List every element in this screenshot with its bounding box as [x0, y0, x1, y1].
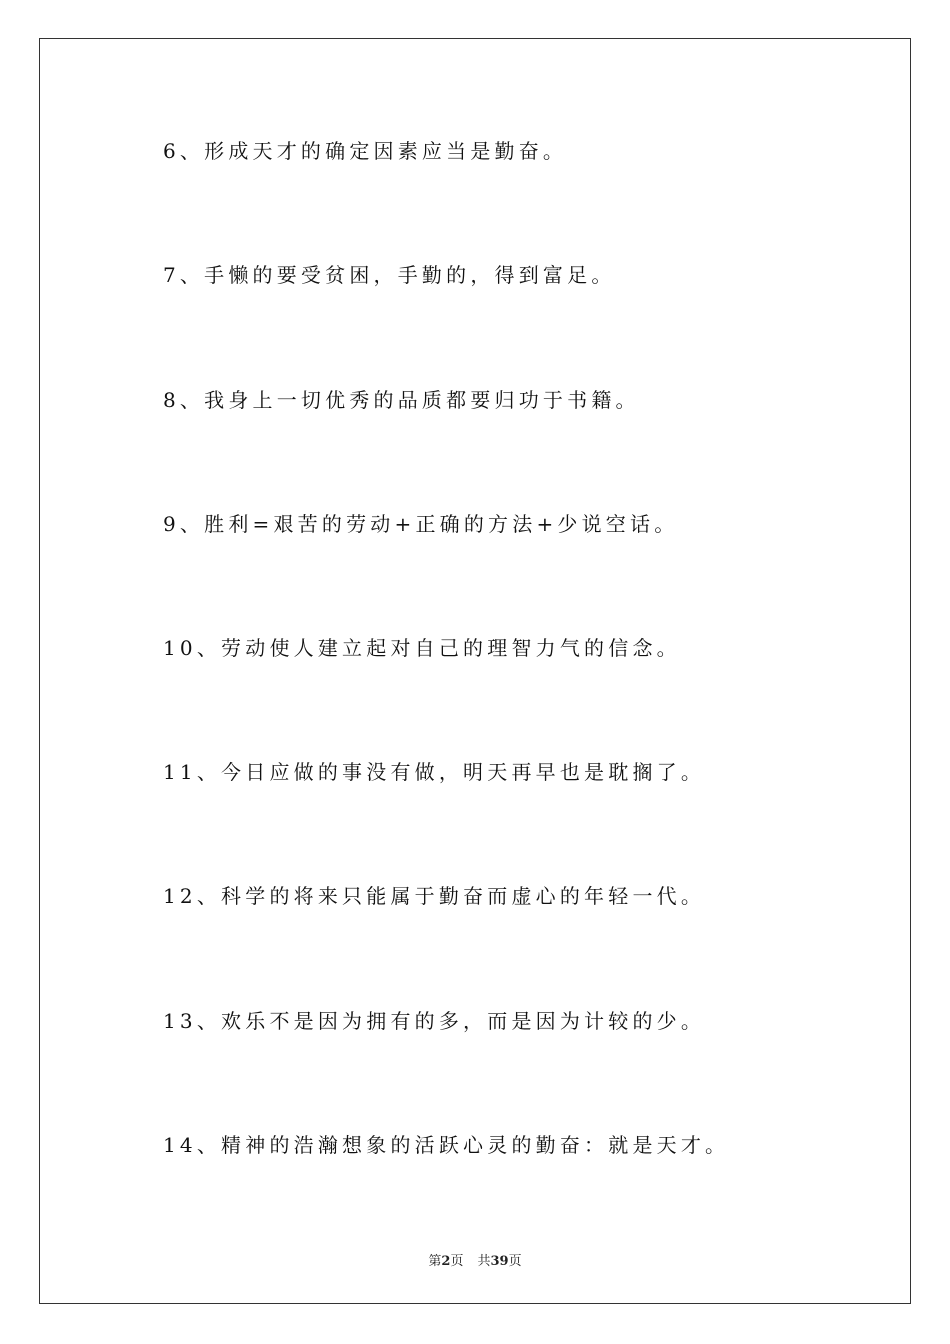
- page-footer: [0, 1250, 950, 1269]
- page-number: 2: [441, 1254, 451, 1269]
- quote-line-14: 14、精神的浩瀚想象的活跃心灵的勤奋：就是天才。: [163, 1133, 730, 1157]
- quote-line-11: 11、今日应做的事没有做，明天再早也是耽搁了。: [163, 760, 706, 784]
- quote-line-6: 6、形成天才的确定因素应当是勤奋。: [163, 139, 568, 163]
- total-prefix: 共: [477, 1254, 491, 1269]
- quote-line-7: 7、手懒的要受贫困，手勤的，得到富足。: [163, 263, 616, 287]
- page-suffix: 页: [450, 1254, 464, 1269]
- quote-line-12: 12、科学的将来只能属于勤奋而虚心的年轻一代。: [163, 884, 706, 908]
- total-pages: 39: [490, 1254, 509, 1269]
- quote-line-13: 13、欢乐不是因为拥有的多，而是因为计较的少。: [163, 1009, 706, 1033]
- quote-line-10: 10、劳动使人建立起对自己的理智力气的信念。: [163, 636, 681, 660]
- page-prefix: 第: [428, 1254, 442, 1269]
- page-frame: [39, 38, 911, 1304]
- quote-line-8: 8、我身上一切优秀的品质都要归功于书籍。: [163, 388, 640, 412]
- quote-line-9: 9、胜利=艰苦的劳动+正确的方法+少说空话。: [163, 512, 679, 536]
- total-suffix: 页: [508, 1254, 522, 1269]
